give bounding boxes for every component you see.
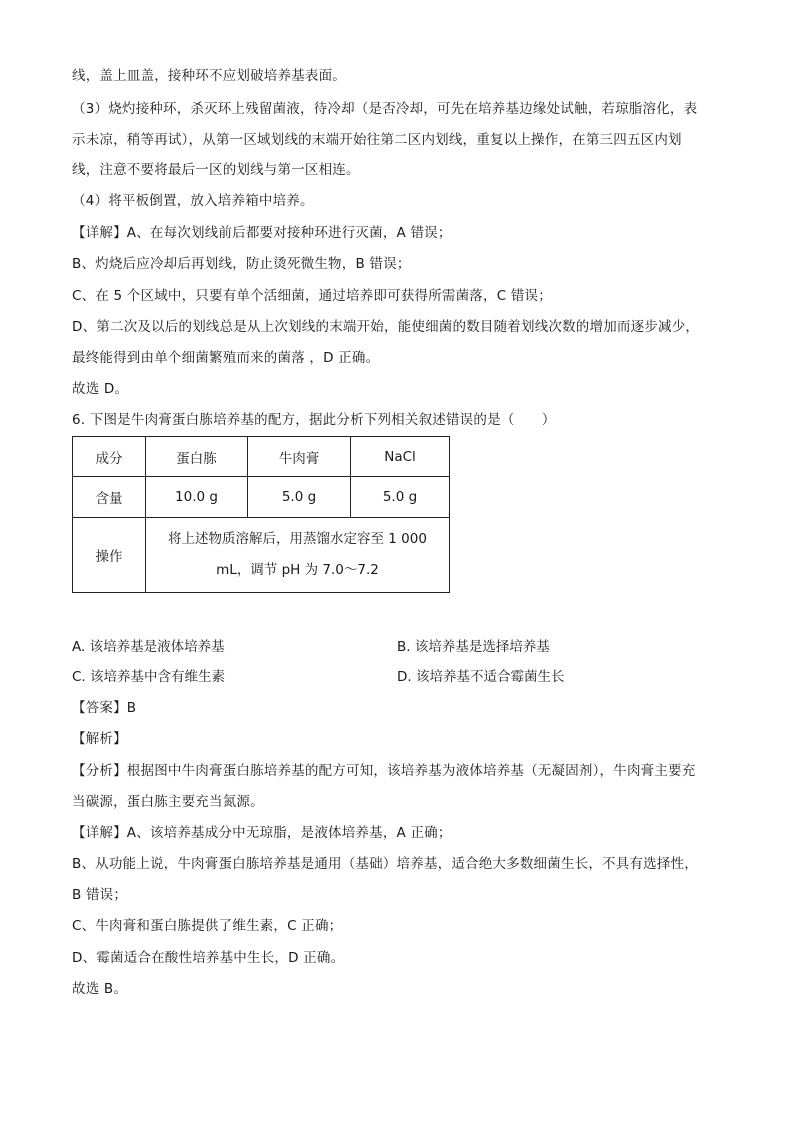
answer-line: 【答案】B	[72, 700, 137, 716]
table-cell: 成分	[73, 437, 146, 477]
text-line: 【分析】根据图中牛肉膏蛋白胨培养基的配方可知，该培养基为液体培养基（无凝固剂），牛肉膏主要充	[72, 763, 696, 779]
text-line: D、霉菌适合在酸性培养基中生长，D 正确。	[72, 950, 345, 966]
text-line: （3）烧灼接种环，杀灭环上残留菌液，待冷却（是否冷却，可先在培养基边缘处试触，若琼脂溶化，表	[72, 101, 698, 117]
text-line: C、牛肉膏和蛋白胨提供了维生素，C 正确；	[72, 918, 343, 934]
table-cell: 10.0 g	[146, 477, 248, 518]
option-a: A. 该培养基是液体培养基	[72, 639, 225, 655]
table-cell: 蛋白胨	[146, 437, 248, 477]
option-c: C. 该培养基中含有维生素	[72, 669, 226, 685]
text-line: 示未凉，稍等再试），从第一区域划线的末端开始往第二区内划线，重复以上操作，在第三四五区内划	[72, 132, 682, 148]
text-line: 线，注意不要将最后一区的划线与第一区相连。	[72, 162, 360, 178]
table-row	[73, 518, 450, 593]
text-line: D、第二次及以后的划线总是从上次划线的末端开始，能使细菌的数目随着划线次数的增加而逐步减少，	[72, 319, 700, 335]
table-cell: NaCl	[351, 437, 450, 477]
text-line: 【详解】A、在每次划线前后都要对接种环进行灭菌，A 错误；	[72, 225, 452, 241]
table-row	[73, 437, 450, 477]
operation-line: 将上述物质溶解后，用蒸馏水定容至 1 000	[168, 531, 427, 547]
table-row	[73, 477, 450, 518]
text-line: 【详解】A、该培养基成分中无琼脂，是液体培养基，A 正确；	[72, 825, 452, 841]
text-line: 故选 D。	[72, 381, 129, 397]
text-line: B 错误；	[72, 887, 128, 903]
text-line: 当碳源，蛋白胨主要充当氮源。	[72, 794, 264, 810]
operation-line: mL，调节 pH 为 7.0～7.2	[216, 562, 379, 578]
text-line: （4）将平板倒置，放入培养箱中培养。	[72, 193, 314, 209]
option-b: B. 该培养基是选择培养基	[397, 639, 550, 655]
table-cell: 牛肉膏	[248, 437, 351, 477]
option-d: D. 该培养基不适合霉菌生长	[397, 669, 565, 685]
text-line: C、在 5 个区域中，只要有单个活细菌，通过培养即可获得所需菌落，C 错误；	[72, 288, 552, 304]
table-cell: 操作	[73, 518, 146, 593]
analysis-heading: 【解析】	[72, 731, 127, 747]
recipe-table	[72, 436, 450, 593]
text-line: 线，盖上皿盖，接种环不应划破培养基表面。	[72, 68, 346, 84]
text-line: B、灼烧后应冷却后再划线，防止烫死微生物，B 错误；	[72, 256, 411, 272]
text-line: B、从功能上说，牛肉膏蛋白胨培养基是通用（基础）培养基，适合绝大多数细菌生长，不具有选择性，	[72, 856, 698, 872]
text-line: 最终能得到由单个细菌繁殖而来的菌落 ，D 正确。	[72, 350, 380, 366]
table-cell: 5.0 g	[248, 477, 351, 518]
question-stem: 6. 下图是牛肉膏蛋白胨培养基的配方，据此分析下列相关叙述错误的是（ ）	[72, 412, 556, 428]
table-cell-operation	[146, 518, 450, 593]
table-cell: 5.0 g	[351, 477, 450, 518]
table-cell: 含量	[73, 477, 146, 518]
text-line: 故选 B。	[72, 981, 128, 997]
